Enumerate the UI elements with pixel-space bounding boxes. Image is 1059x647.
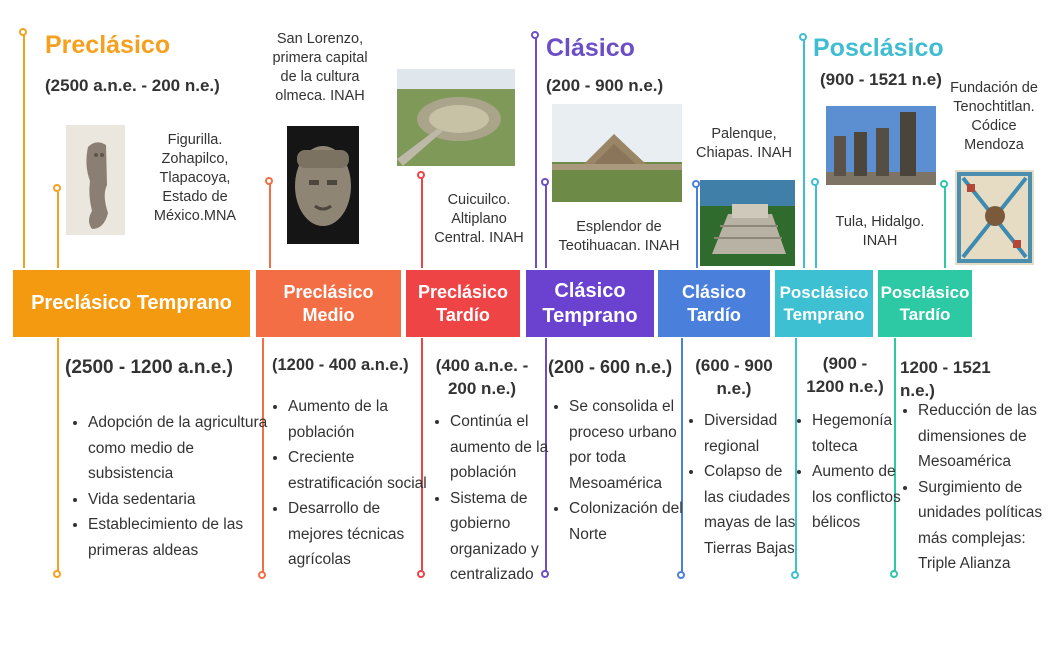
connector-posclasico-temprano-top xyxy=(815,185,817,268)
bullets-posclasico-temprano xyxy=(794,408,912,536)
connector-dot xyxy=(890,570,898,578)
period-range-posclasico-tardio: 1200 - 1521 n.e.) xyxy=(900,358,991,400)
codex-photo xyxy=(955,170,1034,265)
figurine-photo xyxy=(66,125,125,235)
period-range-preclasico-tardio: (400 a.n.e. - 200 n.e.) xyxy=(435,356,529,398)
list-item: • Diversidad regional xyxy=(704,408,804,459)
era-range-clasico: (200 - 900 n.e.) xyxy=(546,76,664,95)
period-band-preclasico-medio: Preclásico Medio xyxy=(256,270,401,337)
period-range-clasico-temprano: (200 - 600 n.e.) xyxy=(548,357,673,377)
connector-dot xyxy=(791,571,799,579)
connector-preclasico-medio-top xyxy=(269,184,271,268)
list-item: • Establecimiento de las primeras aldeas xyxy=(88,512,268,563)
connector-dot xyxy=(258,571,266,579)
connector-dot xyxy=(53,570,61,578)
connector-posclasico-tardio-top xyxy=(944,187,946,268)
list-item: • Hegemonía tolteca xyxy=(812,408,912,459)
connector-dot xyxy=(799,33,807,41)
bullets-clasico-temprano xyxy=(551,394,699,547)
temple-photo xyxy=(700,180,795,266)
bullets-preclasico-medio xyxy=(270,394,428,573)
caption-palenque: Palenque, Chiapas. INAH xyxy=(696,126,792,161)
list-item: • Colonización del Norte xyxy=(569,496,699,547)
caption-cuicuilco: Cuicuilco. Altiplano Central. INAH xyxy=(434,192,524,246)
connector-dot xyxy=(53,184,61,192)
period-range-clasico-tardio: (600 - 900 n.e.) xyxy=(695,356,773,398)
connector-preclasico-era xyxy=(23,34,25,268)
connector-clasico-tardio-top xyxy=(696,187,698,268)
period-band-preclasico-temprano: Preclásico Temprano xyxy=(13,270,250,337)
list-item: • Aumento de los conflictos bélicos xyxy=(812,459,912,536)
connector-dot xyxy=(531,31,539,39)
caption-tula: Tula, Hidalgo. INAH xyxy=(835,214,925,249)
list-item: • Se consolida el proceso urbano por toda Mesoamérica xyxy=(569,394,699,496)
sun-pyramid-photo xyxy=(552,104,682,202)
connector-dot xyxy=(677,571,685,579)
period-band-clasico-temprano: Clásico Temprano xyxy=(526,270,654,337)
connector-clasico-era xyxy=(535,38,537,268)
connector-preclasico-temprano-top xyxy=(57,192,59,268)
connector-posclasico-era xyxy=(803,40,805,268)
bullets-posclasico-tardio xyxy=(900,398,1058,577)
era-title-preclasico: Preclásico xyxy=(45,31,171,59)
connector-dot xyxy=(417,171,425,179)
bullets-preclasico-tardio xyxy=(432,409,560,588)
period-band-posclasico-temprano: Posclásico Temprano xyxy=(775,270,873,337)
caption-figurilla: Figurilla. Zohapilco, Tlapacoya, Estado de México.MNA xyxy=(153,132,237,224)
connector-dot xyxy=(265,177,273,185)
connector-dot xyxy=(541,178,549,186)
connector-preclasico-temprano-bottom xyxy=(57,338,59,572)
bullets-clasico-tardio xyxy=(686,408,804,561)
list-item: • Colapso de las ciudades mayas de las Tierras Bajas xyxy=(704,459,804,561)
list-item: • Continúa el aumento de la población xyxy=(450,409,560,486)
era-title-posclasico: Posclásico xyxy=(813,34,944,62)
olmec-head-photo xyxy=(287,126,359,244)
pyramid-ruins-photo xyxy=(397,69,515,166)
list-item: • Surgimiento de unidades políticas más complejas: Triple Alianza xyxy=(918,475,1058,577)
atlantes-photo xyxy=(826,106,936,185)
list-item: • Reducción de las dimensiones de Mesoamérica xyxy=(918,398,1058,475)
connector-dot xyxy=(19,28,27,36)
era-range-posclasico: (900 - 1521 n.e) xyxy=(820,70,942,89)
caption-san-lorenzo: San Lorenzo, primera capital de la cultura olmeca. INAH xyxy=(272,31,368,104)
bullets-preclasico-temprano xyxy=(70,410,268,563)
list-item: • Vida sedentaria xyxy=(88,487,268,513)
list-item: • Adopción de la agricultura como medio de subsistencia xyxy=(88,410,268,487)
era-title-clasico: Clásico xyxy=(546,34,635,62)
period-range-preclasico-medio: (1200 - 400 a.n.e.) xyxy=(272,356,409,374)
list-item: • Creciente estratificación social xyxy=(288,445,428,496)
list-item: • Aumento de la población xyxy=(288,394,428,445)
period-band-preclasico-tardio: Preclásico Tardío xyxy=(406,270,520,337)
caption-tenochtitlan: Fundación de Tenochtitlan. Códice Mendoza xyxy=(950,80,1038,153)
connector-dot xyxy=(811,178,819,186)
list-item: • Desarrollo de mejores técnicas agrícolas xyxy=(288,496,428,573)
connector-dot xyxy=(940,180,948,188)
period-band-posclasico-tardio: Posclásico Tardío xyxy=(878,270,972,337)
era-range-preclasico: (2500 a.n.e. - 200 n.e.) xyxy=(45,76,220,95)
period-band-clasico-tardio: Clásico Tardío xyxy=(658,270,770,337)
period-range-preclasico-temprano: (2500 - 1200 a.n.e.) xyxy=(65,357,233,378)
list-item: • Sistema de gobierno organizado y centralizado xyxy=(450,486,560,588)
caption-teotihuacan: Esplendor de Teotihuacan. INAH xyxy=(558,219,680,254)
connector-dot xyxy=(692,180,700,188)
period-range-posclasico-temprano: (900 - 1200 n.e.) xyxy=(806,354,884,396)
